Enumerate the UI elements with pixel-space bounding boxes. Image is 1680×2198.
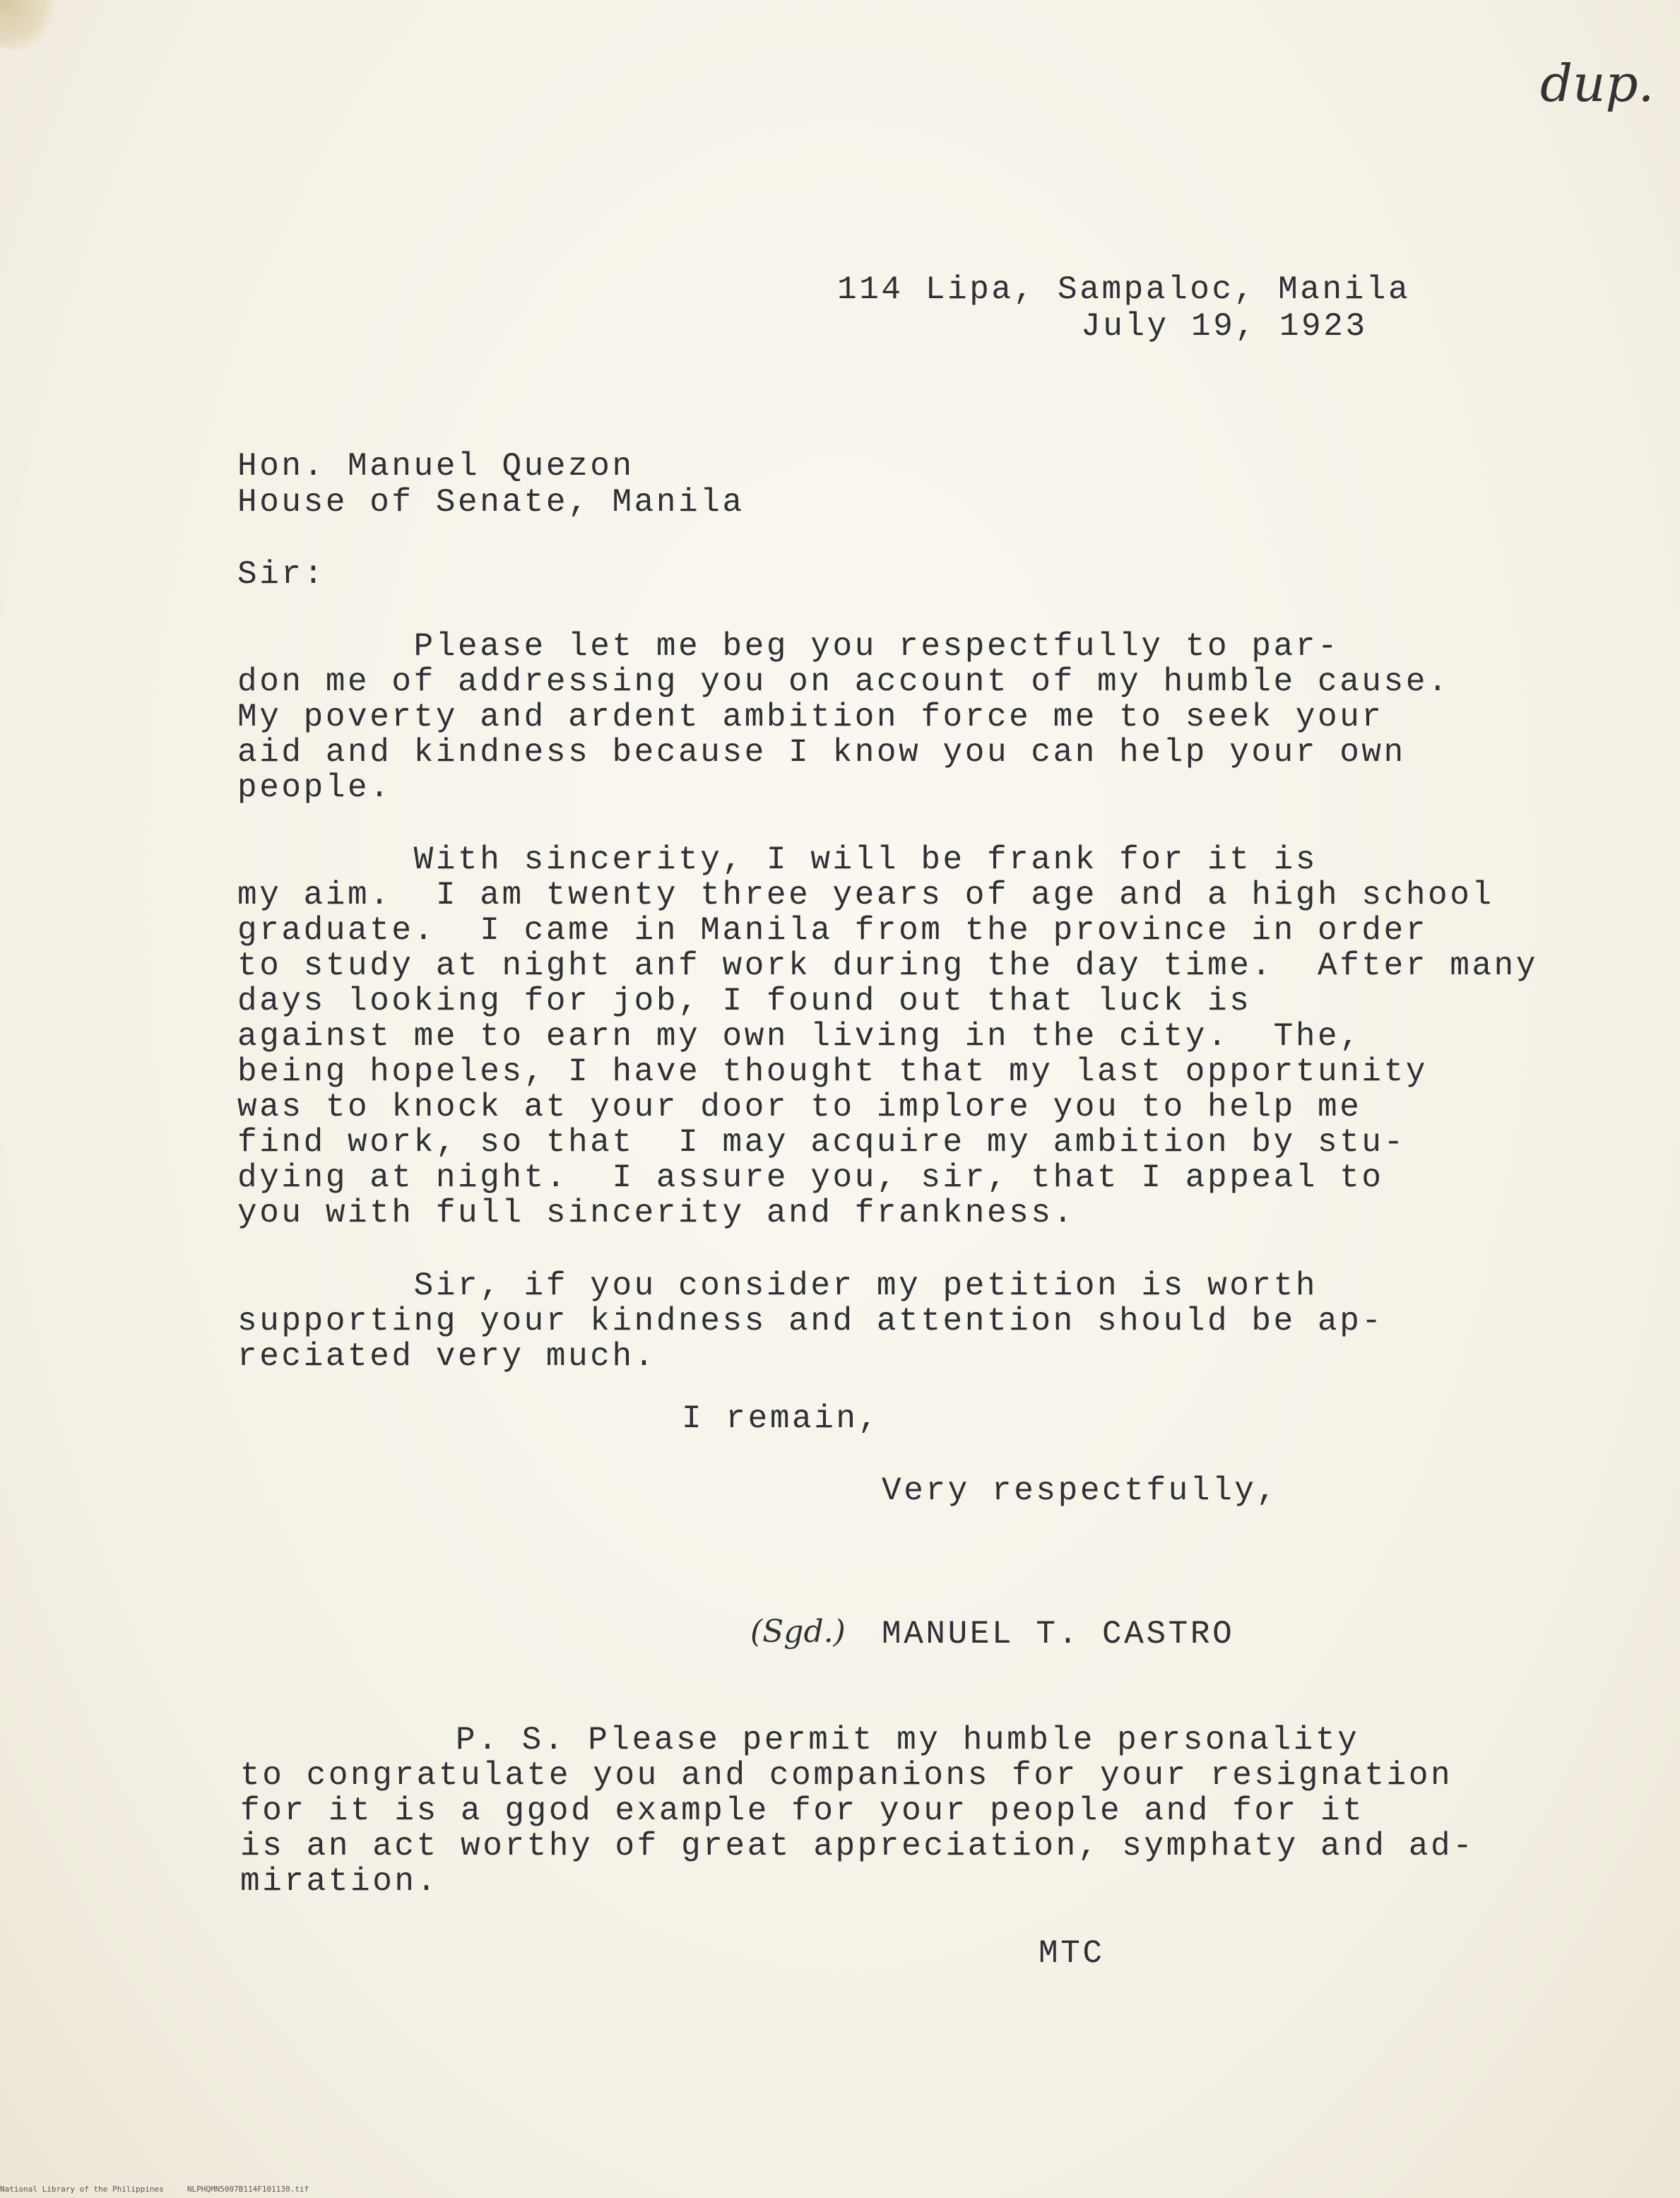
body-line: reciated very much. — [237, 1338, 656, 1375]
recipient-office: House of Senate, Manila — [237, 484, 745, 521]
body-line: supporting your kindness and attention should be ap- — [237, 1303, 1384, 1340]
body-line: don me of addressing you on account of my humble cause. — [237, 663, 1450, 700]
handwritten-dup-note: dup. — [1540, 54, 1655, 113]
archive-footer: National Library of the Philippines NLPHQMN5007B114F101130.tif — [0, 2185, 309, 2194]
body-line: days looking for job, I found out that luck is — [237, 983, 1252, 1020]
body-line: was to knock at your door to implore you to help me — [237, 1089, 1362, 1125]
body-line: my aim. I am twenty three years of age and a high school — [237, 877, 1494, 914]
postscript-line: P. S. Please permit my humble personality — [456, 1722, 1360, 1759]
body-line: aid and kindness because I know you can help your own — [237, 734, 1406, 771]
recipient-name: Hon. Manuel Quezon — [237, 448, 634, 485]
body-line: find work, so that I may acquire my ambition by stu- — [237, 1124, 1406, 1161]
letter-date: July 19, 1923 — [1081, 308, 1368, 345]
postscript-line: to congratulate you and companions for your resignation — [240, 1757, 1453, 1794]
closing-remain: I remain, — [682, 1400, 880, 1437]
postscript-line: miration. — [240, 1863, 439, 1900]
closing-respectfully: Very respectfully, — [882, 1472, 1279, 1509]
sender-address: 114 Lipa, Sampaloc, Manila — [837, 271, 1411, 308]
body-line: My poverty and ardent ambition force me to seek your — [237, 699, 1384, 735]
body-line: being hopeles, I have thought that my last opportunity — [237, 1053, 1428, 1090]
postscript-line: is an act worthy of great appreciation, symphaty and ad- — [240, 1828, 1475, 1865]
initials: MTC — [1039, 1935, 1105, 1972]
body-line: Sir, if you consider my petition is worth — [237, 1268, 1318, 1304]
body-line: dying at night. I assure you, sir, that I appeal to — [237, 1159, 1384, 1196]
body-line: people. — [237, 769, 392, 806]
body-line: against me to earn my own living in the city. The, — [237, 1018, 1362, 1055]
body-line: to study at night anf work during the day time. After many — [237, 947, 1539, 984]
postscript-line: for it is a ggod example for your people and for it — [240, 1792, 1365, 1829]
body-line: Please let me beg you respectfully to par- — [237, 628, 1340, 665]
body-line: With sincerity, I will be frank for it is — [237, 841, 1318, 878]
sgd-handwritten-mark: (Sgd.) — [750, 1614, 846, 1650]
body-line: graduate. I came in Manila from the province in order — [237, 912, 1428, 949]
body-line: you with full sincerity and frankness. — [237, 1195, 1075, 1231]
salutation: Sir: — [237, 556, 326, 593]
signature-name: MANUEL T. CASTRO — [882, 1616, 1235, 1653]
corner-stain — [0, 0, 57, 49]
